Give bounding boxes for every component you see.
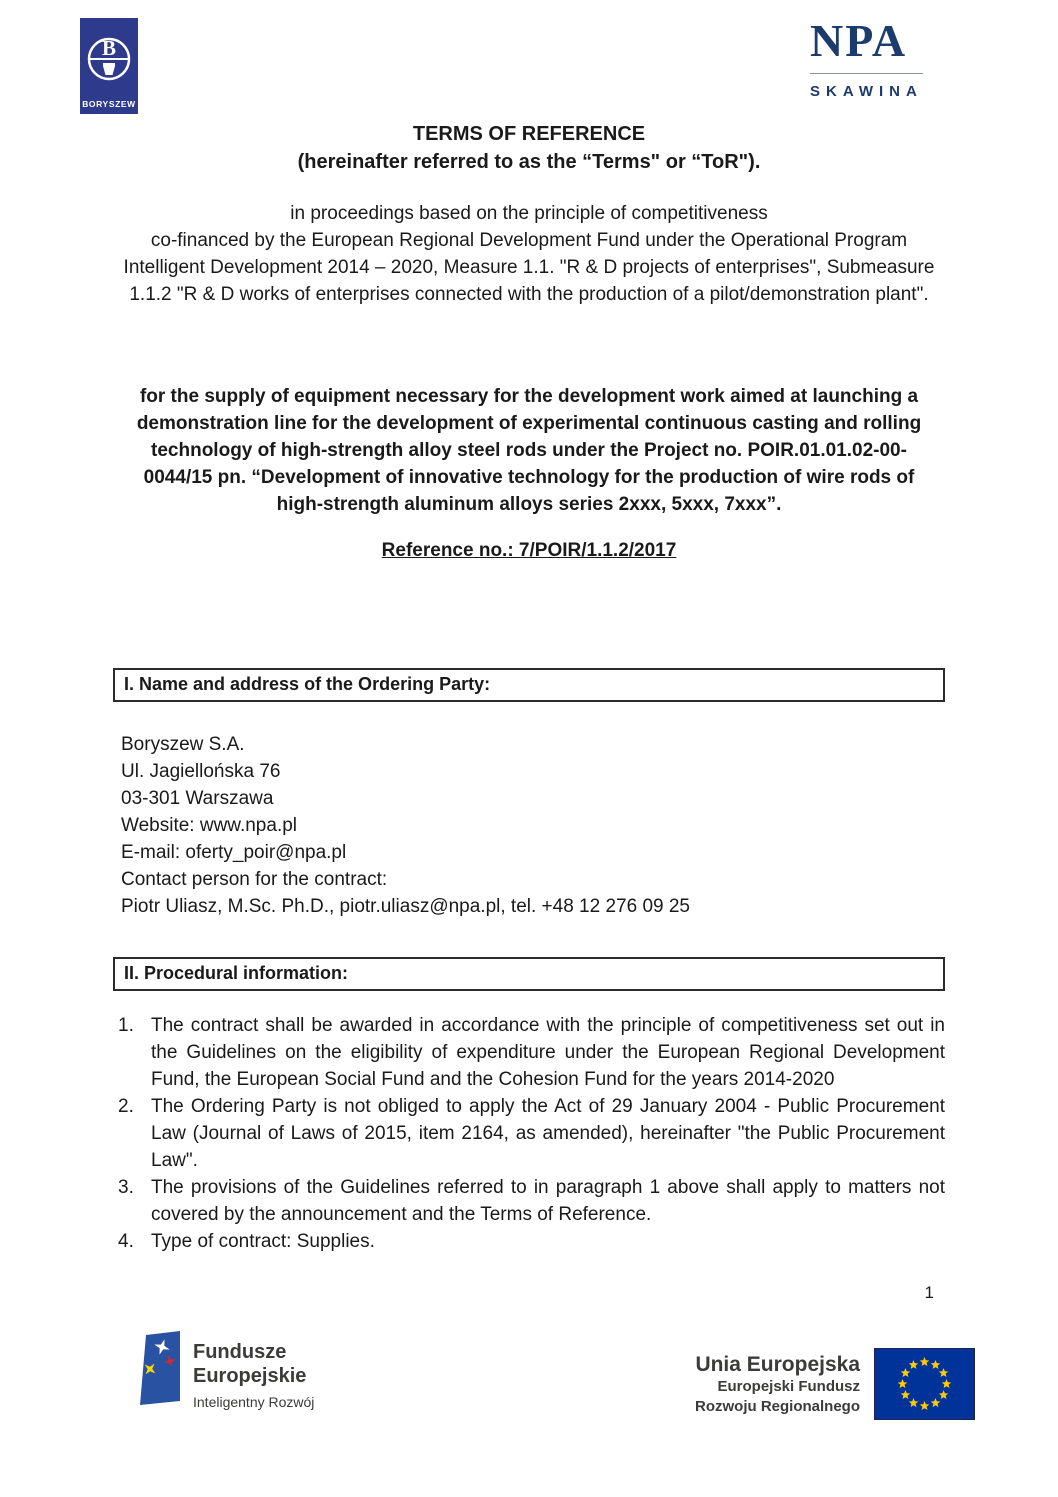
list-item	[113, 1228, 945, 1255]
section-heading-procedural-information: II. Procedural information:	[113, 957, 945, 991]
intro-paragraph	[113, 200, 945, 308]
address-line: Website: www.npa.pl	[121, 815, 298, 836]
list-item-number: 2.	[118, 1096, 134, 1117]
ue-logo-line2: Europejski Fundusz	[717, 1378, 860, 1395]
header	[80, 15, 923, 119]
npa-logo	[810, 15, 923, 101]
npa-wordmark: NPA	[810, 15, 908, 66]
boryszew-emblem-icon	[80, 18, 138, 114]
title-line2: (hereinafter referred to as the “Terms" or “ToR").	[297, 151, 761, 173]
ue-logo-line1: Unia Europejska	[695, 1353, 860, 1376]
eu-flag-icon	[874, 1348, 975, 1420]
list-item-number: 1.	[118, 1015, 134, 1036]
boryszew-letter: B	[101, 36, 117, 60]
ordering-party-address	[121, 731, 945, 920]
address-line: 03-301 Warszawa	[121, 788, 274, 809]
intro-body: co-financed by the European Regional Development Fund under the Operational Program Intelligent Development 2014 – 2020, Measure 1.1. "R & D projects of enterprises", Submeasure 1.1.2 "R & D works of enterprises connected with the production of a pilot/demonstration plant".	[123, 230, 935, 305]
list-item	[113, 1093, 945, 1174]
section-heading-ordering-party: I. Name and address of the Ordering Party:	[113, 668, 945, 702]
reference-number: Reference no.: 7/POIR/1.1.2/2017	[381, 540, 677, 561]
page-title	[113, 120, 945, 176]
fe-logo-line2: Europejskie	[193, 1365, 307, 1387]
procedural-list	[113, 1012, 945, 1255]
list-item	[113, 1012, 945, 1093]
npa-rule	[810, 73, 923, 74]
list-item-text: The provisions of the Guidelines referred to in paragraph 1 above shall apply to matters not covered by the announcement and the Terms of Reference.	[151, 1177, 945, 1225]
fundusze-europejskie-logo	[140, 1331, 314, 1412]
fe-flag-icon	[140, 1331, 180, 1405]
subject-paragraph: for the supply of equipment necessary for the development work aimed at launching a demonstration line for the development of experimental continuous casting and rolling technology of high-strength alloy steel rods under the Project no. POIR.01.01.02-00-0044/15 pn. “Development of innovative technology for the production of wire rods of high-strength aluminum alloys series 2xxx, 5xxx, 7xxx”.	[136, 386, 922, 515]
list-item-text: The contract shall be awarded in accordance with the principle of competitiveness set out in the Guidelines on the eligibility of expenditure under the European Regional Development Fund, the European Social Fund and the Cohesion Fund for the years 2014-2020	[151, 1015, 945, 1090]
fe-logo-line1: Fundusze	[193, 1341, 287, 1363]
list-item-number: 3.	[118, 1177, 134, 1198]
title-line1: TERMS OF REFERENCE	[412, 123, 646, 145]
ue-logo-text	[695, 1348, 860, 1417]
address-line: Ul. Jagiellońska 76	[121, 761, 281, 782]
list-item-number: 4.	[118, 1231, 134, 1252]
list-item	[113, 1174, 945, 1228]
boryszew-logo	[80, 18, 138, 119]
list-item-text: The Ordering Party is not obliged to apply the Act of 29 January 2004 - Public Procurement Law (Journal of Laws of 2015, item 2164, as amended), hereinafter "the Public Procurement Law".	[151, 1096, 945, 1171]
fe-logo-line3: Inteligentny Rozwój	[193, 1394, 315, 1410]
boryszew-wordmark: BORYSZEW	[82, 99, 136, 109]
intro-line1: in proceedings based on the principle of competitiveness	[290, 203, 768, 224]
unia-europejska-logo	[695, 1348, 975, 1420]
address-line: Boryszew S.A.	[121, 734, 245, 755]
npa-subtitle: SKAWINA	[810, 83, 923, 101]
address-line: E-mail: oferty_poir@npa.pl	[121, 842, 347, 863]
ue-logo-line3: Rozwoju Regionalnego	[695, 1398, 860, 1415]
page-number: 1	[924, 1283, 934, 1302]
fe-logo-text	[193, 1331, 314, 1412]
list-item-text: Type of contract: Supplies.	[151, 1231, 375, 1252]
address-line: Contact person for the contract:	[121, 869, 388, 890]
address-line: Piotr Uliasz, M.Sc. Ph.D., piotr.uliasz@npa.pl, tel. +48 12 276 09 25	[121, 896, 690, 917]
